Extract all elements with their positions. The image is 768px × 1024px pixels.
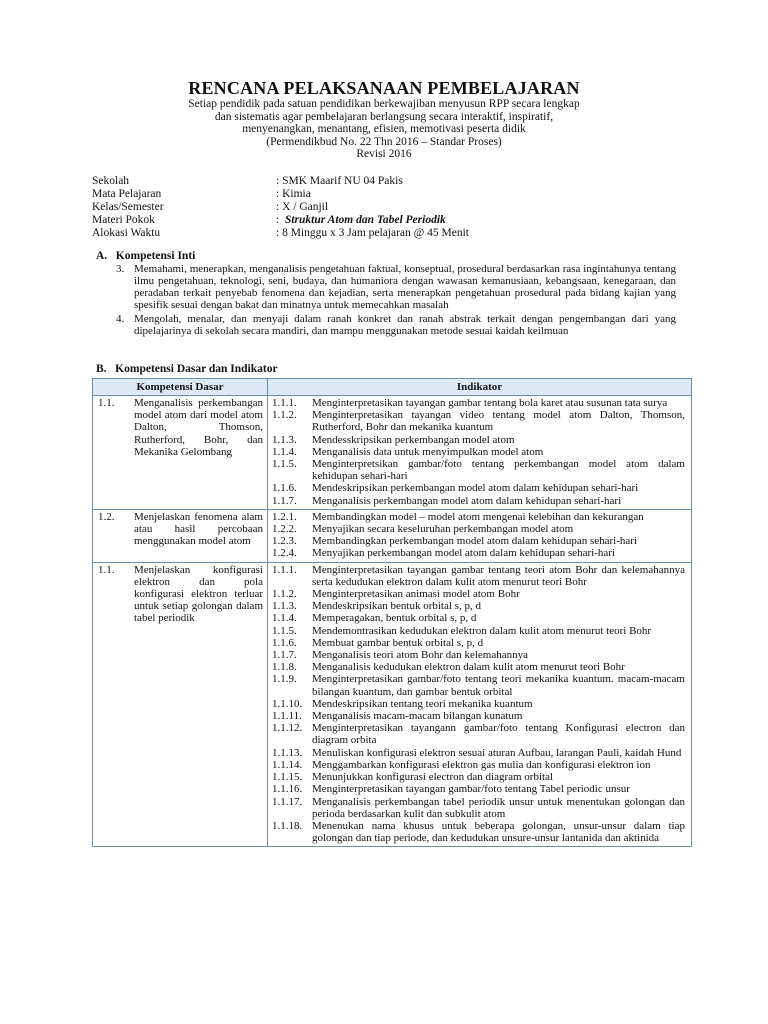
- indicator-text: Memperagakan, bentuk orbital s, p, d: [312, 612, 477, 625]
- list-item: [272, 446, 685, 458]
- info-label: Mata Pelajaran: [92, 188, 162, 200]
- indicator-text: Menginterpretasikan tayangan gambar tentang teori atom Bohr dan kelemahannya serta kedudukan elektron dalam kulit atom menurut teori Bohr: [312, 563, 685, 588]
- list-item: [272, 661, 685, 673]
- kompetensi-table: [92, 378, 692, 847]
- kd-text: Menjelaskan konfigurasi elektron dan pola konfigurasi elektron terluar untuk setiap golongan dalam tabel periodik: [134, 563, 263, 625]
- kd-cell: [93, 396, 268, 510]
- indicator-text: Menggambarkan konfigurasi elektron gas mulia dan konfigurasi elektron ion: [312, 758, 651, 771]
- info-row: [92, 188, 469, 201]
- subtitle-line: dan sistematis agar pembelajaran berlangsung secara interaktif, inspiratif,: [214, 110, 554, 123]
- list-item: [272, 710, 685, 722]
- info-label: Kelas/Semester: [92, 201, 164, 213]
- list-item: [272, 409, 685, 433]
- indicator-text: Mendesskripsikan perkembangan model atom: [312, 433, 515, 446]
- kd-text: Menganalisis perkembangan model atom dari model atom Dalton, Thomson, Rutherford, Bohr, dan Mekanika Gelombang: [134, 397, 263, 458]
- indicator-text: Mendeskripsikan bentuk orbital s, p, d: [312, 600, 481, 613]
- indicator-text: Menyajikan perkembangan model atom dalam kehidupan sehari-hari: [312, 547, 616, 560]
- list-item: [116, 313, 676, 337]
- kd-number: 1.1.: [98, 563, 115, 576]
- kd-content: [93, 563, 267, 627]
- info-row: [92, 214, 469, 227]
- indicator-number: 1.1.1.: [272, 563, 297, 576]
- indicator-text: Menunjukkan konfigurasi electron dan diagram orbital: [312, 771, 554, 784]
- kd-cell: [93, 562, 268, 847]
- indicator-number: 1.1.5.: [272, 458, 297, 471]
- indicator-text: Mendeskripsikan tentang teori mekanika kuantum: [312, 697, 533, 710]
- kd-cell: [93, 509, 268, 562]
- indicator-text: Membuat gambar bentuk orbital s, p, d: [312, 636, 484, 649]
- indicator-number: 1.2.3.: [272, 535, 297, 548]
- indicator-number: 1.1.9.: [272, 673, 297, 686]
- indicator-number: 1.1.7.: [272, 494, 297, 507]
- indicator-list: [268, 510, 691, 562]
- indicator-number: 1.1.17.: [272, 795, 303, 808]
- list-item-number: 3.: [116, 263, 125, 275]
- table-row: [93, 509, 692, 562]
- indicator-text: Menganalisis data untuk menyimpulkan model atom: [312, 445, 544, 458]
- subtitle-line: Revisi 2016: [356, 148, 412, 161]
- indicator-cell: [268, 396, 692, 510]
- list-item: [272, 747, 685, 759]
- indicator-number: 1.1.10.: [272, 697, 303, 710]
- indicator-number: 1.1.1.: [272, 397, 297, 409]
- list-item: [116, 263, 676, 311]
- list-item: [272, 458, 685, 482]
- indicator-text: Menganalisis teori atom Bohr dan kelemahannya: [312, 649, 528, 662]
- indicator-text: Menginterpretasikan tayangan gambar tentang bola karet atau susunan tata surya: [312, 397, 668, 409]
- info-value: : SMK Maarif NU 04 Pakis: [276, 175, 403, 187]
- list-item: [272, 547, 685, 559]
- indicator-text: Menganalisis perkembangan tabel periodik unsur untuk menentukan golongan dan perioda berdasarkan kulit dan subkulit atom: [312, 795, 685, 820]
- kd-number: 1.2.: [98, 510, 115, 523]
- list-item: [272, 564, 685, 588]
- indicator-text: Menginterpretasikan tayangan gambar/foto tentang Tabel periodic unsur: [312, 783, 630, 796]
- list-item: [272, 637, 685, 649]
- indicator-number: 1.1.7.: [272, 649, 297, 662]
- list-item: [272, 783, 685, 795]
- indicator-number: 1.1.2.: [272, 409, 297, 422]
- indicator-number: 1.1.5.: [272, 624, 297, 637]
- kd-content: [93, 396, 267, 460]
- indicator-list: [268, 396, 691, 509]
- table-row: [93, 396, 692, 510]
- list-item: [272, 523, 685, 535]
- indicator-number: 1.1.8.: [272, 661, 297, 674]
- table-row: [93, 562, 692, 847]
- indicator-text: Menginterpretsikan gambar/foto tentang perkembangan model atom dalam kehidupan sehari-hari: [312, 458, 685, 483]
- list-item: [272, 600, 685, 612]
- indicator-number: 1.1.15.: [272, 771, 303, 784]
- indicator-text: Menganalisis macam-macam bilangan kunatum: [312, 710, 523, 723]
- page-title: RENCANA PELAKSANAAN PEMBELAJARAN: [188, 78, 580, 98]
- list-item: [272, 771, 685, 783]
- indicator-cell: [268, 509, 692, 562]
- indicator-text: Menyajikan secara keseluruhan perkembangan model atom: [312, 523, 574, 536]
- indicator-number: 1.1.16.: [272, 783, 303, 796]
- indicator-number: 1.2.4.: [272, 547, 297, 560]
- indicator-number: 1.1.3.: [272, 433, 297, 446]
- identity-block: [92, 175, 469, 240]
- indicator-text: Mendeskripsikan perkembangan model atom dalam kehidupan sehari-hari: [312, 482, 639, 495]
- info-row: [92, 227, 469, 240]
- info-label: Sekolah: [92, 175, 130, 187]
- indicator-text: Menenukan nama khusus untuk beberapa golongan, unsur-unsur dalam tiap golongan dan tiap periode, dan kedudukan unsure-unsur lantanida dan aktinida: [312, 819, 685, 845]
- list-item: [272, 796, 685, 820]
- list-item: [272, 722, 685, 746]
- indicator-text: Menginterpretasikan tayangann gambar/foto tentang Konfigurasi electron dan diagram orbita: [312, 722, 685, 747]
- indicator-list: [268, 563, 691, 847]
- list-item: [272, 649, 685, 661]
- list-item: [272, 625, 685, 637]
- table-header-row: [93, 379, 692, 396]
- indicator-text: Membandingkan model – model atom mengenai kelebihan dan kekurangan: [312, 510, 644, 523]
- info-value: : X / Ganjil: [276, 201, 329, 213]
- info-label: Alokasi Waktu: [92, 227, 161, 239]
- indicator-number: 1.2.1.: [272, 510, 297, 523]
- subtitle-line: menyenangkan, menantang, efisien, memotivasi peserta didik: [242, 123, 526, 136]
- info-row: [92, 201, 469, 214]
- indicator-number: 1.1.2.: [272, 588, 297, 601]
- list-item: [272, 673, 685, 697]
- subtitle-line: Setiap pendidik pada satuan pendidikan berkewajiban menyusun RPP secara lengkap: [188, 98, 580, 110]
- list-item-number: 4.: [116, 313, 125, 325]
- list-item: [272, 698, 685, 710]
- indicator-number: 1.1.4.: [272, 445, 297, 458]
- indicator-number: 1.1.6.: [272, 636, 297, 649]
- indicator-text: Menganalisis perkembangan model atom dalam kehidupan sehari-hari: [312, 494, 622, 507]
- list-item: [272, 397, 685, 409]
- indicator-text: Menuliskan konfigurasi elektron sesuai aturan Aufbau, larangan Pauli, kaidah Hund: [312, 746, 682, 759]
- table-body: [93, 396, 692, 847]
- indicator-number: 1.1.13.: [272, 746, 303, 759]
- list-item: [272, 434, 685, 446]
- page-subtitle: [0, 98, 768, 161]
- indicator-text: Membandingkan perkembangan model atom dalam kehidupan sehari-hari: [312, 535, 638, 548]
- list-item: [272, 612, 685, 624]
- indicator-number: 1.1.18.: [272, 819, 303, 832]
- indicator-number: 1.1.4.: [272, 612, 297, 625]
- list-item: [272, 820, 685, 844]
- list-item-text: Mengolah, menalar, dan menyaji dalam ranah konkret dan ranah abstrak terkait dengan pengembangan dari yang dipelajarinya di sekolah secara mandiri, dan mampu menggunakan metode sesuai kaidah keilmuan: [134, 313, 676, 337]
- list-item: [272, 482, 685, 494]
- list-item-text: Memahami, menerapkan, menganalisis pengetahuan faktual, konseptual, prosedural berdasarkan rasa ingintahunya tentang ilmu pengetahuan, teknologi, seni, budaya, dan humaniora dengan wawasan kemanusiaan, kebangsaan, kenegaraan, dan peradaban terkait penyebab fenomena dan kejadian, serta menerapkan pengetahuan prosedural pada bidang kajian yang spesifik sesuai dengan bakat dan minatnya untuk memecahkan masalah: [134, 263, 676, 311]
- indicator-number: 1.1.3.: [272, 600, 297, 613]
- indicator-text: Mendemontrasikan kedudukan elektron dalam kulit atom menurut teori Bohr: [312, 624, 652, 637]
- info-value: : Kimia: [276, 188, 311, 200]
- indicator-number: 1.1.11.: [272, 710, 302, 723]
- info-value: Struktur Atom dan Tabel Periodik: [284, 214, 446, 226]
- section-a-heading: A. Kompetensi Inti: [96, 250, 196, 262]
- indicator-number: 1.2.2.: [272, 523, 297, 536]
- list-item: [272, 759, 685, 771]
- list-item: [272, 535, 685, 547]
- kd-text: Menjelaskan fenomena alam atau hasil percobaan menggunakan model atom: [134, 510, 263, 548]
- list-item: [272, 588, 685, 600]
- indicator-cell: [268, 562, 692, 847]
- kd-content: [93, 510, 267, 550]
- info-label: Materi Pokok: [92, 214, 155, 226]
- column-header-indikator: Indikator: [268, 379, 692, 396]
- info-value: : 8 Minggu x 3 Jam pelajaran @ 45 Menit: [276, 227, 469, 239]
- indicator-text: Menganalisis kedudukan elektron dalam kulit atom menurut teori Bohr: [312, 661, 625, 674]
- info-separator: :: [276, 214, 285, 226]
- indicator-text: Menginterpretasikan gambar/foto tentang teori mekanika kuantum. macam-macam bilangan kuantum, dan gambar bentuk orbital: [312, 673, 685, 698]
- indicator-number: 1.1.6.: [272, 482, 297, 495]
- indicator-number: 1.1.12.: [272, 722, 303, 735]
- list-item: [272, 511, 685, 523]
- column-header-kd: Kompetensi Dasar: [93, 379, 268, 396]
- indicator-text: Menginterpretasikan animasi model atom Bohr: [312, 588, 520, 601]
- indicator-text: Menginterpretasikan tayangan video tentang model atom Dalton, Thomson, Rutherford, Bohr dan mekanika kuantum: [312, 409, 685, 434]
- list-item: [272, 495, 685, 507]
- subtitle-line: (Permendikbud No. 22 Thn 2016 – Standar Proses): [266, 135, 502, 148]
- info-row: [92, 175, 469, 188]
- section-b-heading: B. Kompetensi Dasar dan Indikator: [96, 363, 278, 375]
- kompetensi-inti-list: [116, 263, 676, 339]
- kd-number: 1.1.: [98, 397, 115, 409]
- indicator-number: 1.1.14.: [272, 758, 303, 771]
